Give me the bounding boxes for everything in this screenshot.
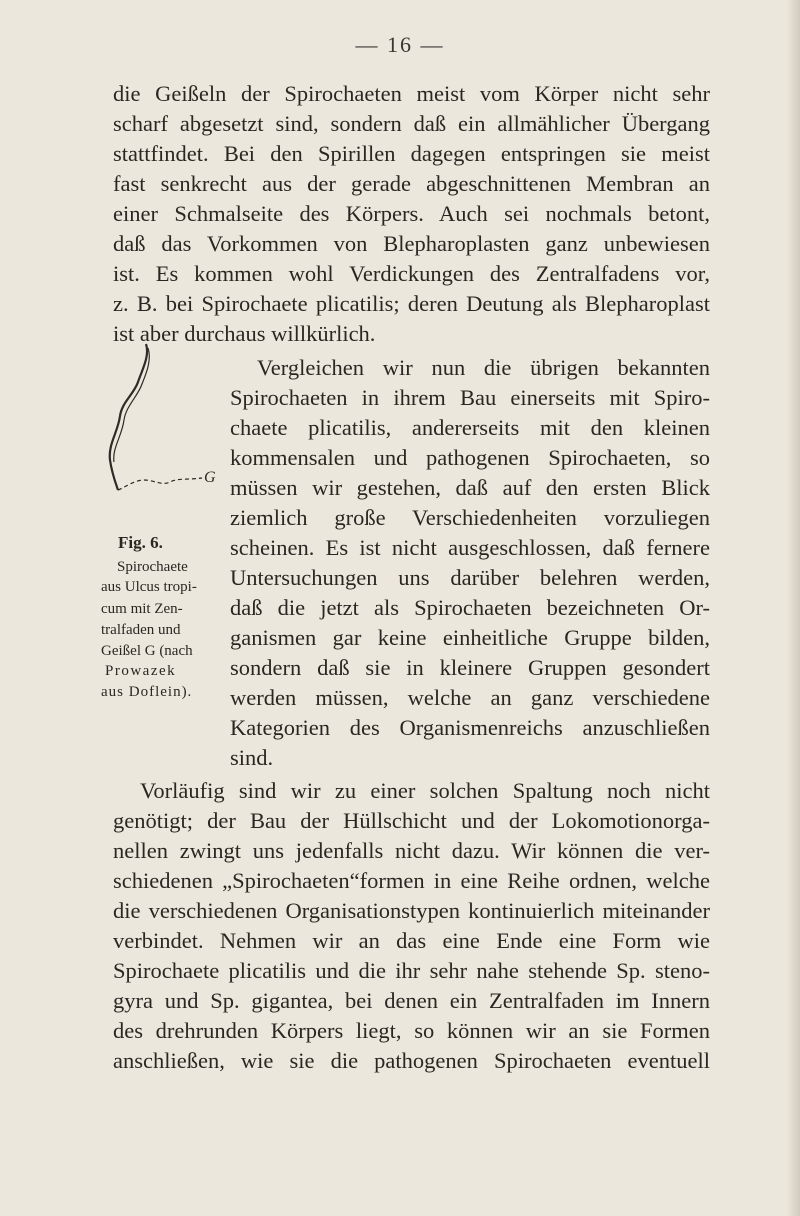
text-line: sind. xyxy=(230,745,274,770)
flagellum-marker: G xyxy=(204,469,216,486)
text-line: die Geißeln der Spirochaeten meist vom Körper nicht sehr xyxy=(113,81,710,106)
text-line: nellen zwingt uns jedenfalls nicht dazu. Wir können die ver- xyxy=(113,838,710,863)
text-line: fast senkrecht aus der gerade abgeschnittenen Membran an xyxy=(113,171,710,196)
text-line: genötigt; der Bau der Hüllschicht und der Lokomotionorga- xyxy=(113,808,710,833)
figure-title: Fig. 6. xyxy=(118,533,163,552)
page-edge-shadow xyxy=(786,0,800,1216)
spirochaete-body-outline xyxy=(110,344,147,490)
text-line: Kategorien des Organismenreichs anzuschließen xyxy=(230,715,710,740)
text-line: die verschiedenen Organisationstypen kontinuierlich miteinander xyxy=(113,898,710,923)
figure-caption-line: Geißel G (nach xyxy=(101,643,193,659)
text-line: scharf abgesetzt sind, sondern daß ein allmählicher Übergang xyxy=(113,111,710,136)
figure-caption-line: Prowazek xyxy=(105,663,177,679)
text-line: Untersuchungen uns darüber belehren werden, xyxy=(230,565,710,590)
text-line: z. B. bei Spirochaete plicatilis; deren Deutung als Blepharoplast xyxy=(113,291,710,316)
figure-caption-line: Spirochaete xyxy=(117,559,188,575)
figure-caption-line: aus Ulcus tropi- xyxy=(101,579,197,595)
text-line: anschließen, wie sie die pathogenen Spirochaeten eventuell xyxy=(113,1048,710,1073)
text-line: Spirochaete plicatilis und die ihr sehr nahe stehende Sp. steno- xyxy=(113,958,710,983)
figure-caption-line: tralfaden und xyxy=(101,622,181,638)
text-line: chaete plicatilis, andererseits mit den kleinen xyxy=(230,415,710,440)
figure-caption-line: aus Doflein). xyxy=(101,684,193,700)
text-line: ist aber durchaus willkürlich. xyxy=(113,321,376,346)
text-line: scheinen. Es ist nicht ausgeschlossen, daß fernere xyxy=(230,535,710,560)
spirochaete-figure xyxy=(104,340,214,520)
text-line: schiedenen „Spirochaeten“formen in eine Reihe ordnen, welche xyxy=(113,868,710,893)
text-line: daß die jetzt als Spirochaeten bezeichneten Or- xyxy=(230,595,710,620)
text-line: Vorläufig sind wir zu einer solchen Spaltung noch nicht xyxy=(140,778,710,803)
text-line: werden müssen, welche an ganz verschiedene xyxy=(230,685,710,710)
text-line: Vergleichen wir nun die übrigen bekannten xyxy=(257,355,710,380)
page-number: — 16 — xyxy=(355,32,445,57)
text-line: kommensalen und pathogenen Spirochaeten, so xyxy=(230,445,710,470)
text-line: Spirochaeten in ihrem Bau einerseits mit Spiro- xyxy=(230,385,710,410)
text-line: daß das Vorkommen von Blepharoplasten ganz unbewiesen xyxy=(113,231,710,256)
text-line: sondern daß sie in kleinere Gruppen gesondert xyxy=(230,655,710,680)
text-line: ganismen gar keine einheitliche Gruppe bilden, xyxy=(230,625,710,650)
text-line: einer Schmalseite des Körpers. Auch sei nochmals betont, xyxy=(113,201,710,226)
flagellum xyxy=(118,478,202,490)
text-line: verbindet. Nehmen wir an das eine Ende eine Form wie xyxy=(113,928,710,953)
figure-caption-line: cum mit Zen- xyxy=(101,601,183,617)
text-line: stattfindet. Bei den Spirillen dagegen entspringen sie meist xyxy=(113,141,710,166)
text-line: müssen wir gestehen, daß auf den ersten Blick xyxy=(230,475,710,500)
text-line: gyra und Sp. gigantea, bei denen ein Zentralfaden im Innern xyxy=(113,988,710,1013)
text-line: des drehrunden Körpers liegt, so können wir an sie Formen xyxy=(113,1018,710,1043)
text-line: ist. Es kommen wohl Verdickungen des Zentralfadens vor, xyxy=(113,261,710,286)
text-line: ziemlich große Verschiedenheiten vorzuliegen xyxy=(230,505,710,530)
